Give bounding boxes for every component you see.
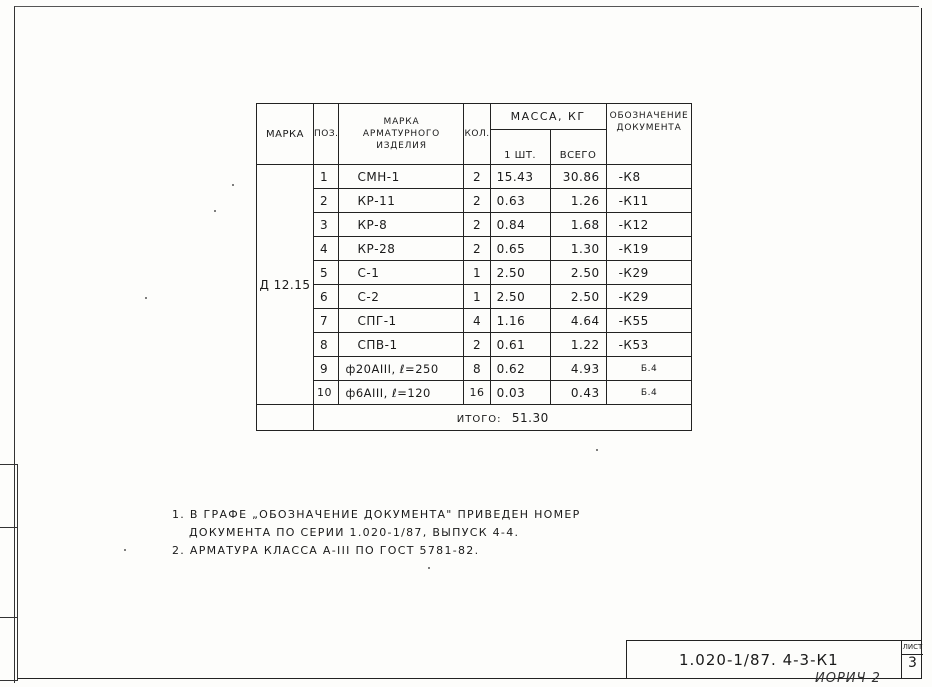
row-document: -К19 [606, 237, 692, 261]
row-item-mark: ф20АIII, ℓ=250 [339, 357, 464, 381]
table-row [257, 165, 692, 189]
row-mass-unit: 0.03 [490, 381, 550, 405]
document-code: 1.020-1/87. 4-3-К1 [679, 651, 839, 669]
row-pos: 10 [314, 381, 339, 405]
header-mass-total: ВСЕГО [550, 130, 606, 165]
row-pos: 3 [314, 213, 339, 237]
row-document: -К11 [606, 189, 692, 213]
row-mass-total: 1.30 [550, 237, 606, 261]
binding-margin [0, 464, 18, 681]
row-mass-total: 1.26 [550, 189, 606, 213]
row-mass-total: 30.86 [550, 165, 606, 189]
row-mass-total: 4.64 [550, 309, 606, 333]
scan-speck [232, 184, 234, 186]
row-qty: 2 [464, 165, 490, 189]
row-document: -К8 [606, 165, 692, 189]
row-item-mark: КР-28 [339, 237, 464, 261]
table-row [257, 285, 692, 309]
scan-speck [145, 297, 147, 299]
binding-divider [0, 617, 17, 618]
row-qty: 16 [464, 381, 490, 405]
table-row [257, 189, 692, 213]
row-document: -К29 [606, 261, 692, 285]
row-pos: 4 [314, 237, 339, 261]
scan-speck [428, 567, 430, 569]
row-pos: 1 [314, 165, 339, 189]
header-mass-unit: 1 ШТ. [490, 130, 550, 165]
row-mass-unit: 0.84 [490, 213, 550, 237]
row-pos: 7 [314, 309, 339, 333]
row-pos: 5 [314, 261, 339, 285]
row-qty: 8 [464, 357, 490, 381]
row-mass-unit: 0.65 [490, 237, 550, 261]
header-pos: ПОЗ. [314, 104, 339, 165]
row-qty: 2 [464, 237, 490, 261]
note-1-line-2: ДОКУМЕНТА ПО СЕРИИ 1.020-1/87, ВЫПУСК 4-4. [189, 526, 520, 539]
note-1-line-1: 1. В ГРАФЕ „ОБОЗНАЧЕНИЕ ДОКУМЕНТА" ПРИВЕДЕН НОМЕР [172, 508, 581, 521]
header-qty: КОЛ. [464, 104, 490, 165]
header-mass: МАССА, КГ [490, 104, 606, 130]
copy-mark: ИОРИЧ 2 [815, 671, 881, 686]
row-pos: 2 [314, 189, 339, 213]
table-row [257, 309, 692, 333]
row-mass-unit: 2.50 [490, 261, 550, 285]
row-mass-total: 1.68 [550, 213, 606, 237]
row-item-mark: ф6АIII, ℓ=120 [339, 381, 464, 405]
row-mass-total: 2.50 [550, 285, 606, 309]
scan-speck [596, 449, 598, 451]
scan-speck [124, 549, 126, 551]
total-row [257, 405, 692, 431]
row-mass-total: 2.50 [550, 261, 606, 285]
header-mark: МАРКА [257, 104, 314, 165]
row-item-mark: СПВ-1 [339, 333, 464, 357]
row-qty: 1 [464, 261, 490, 285]
table-row [257, 357, 692, 381]
row-pos: 9 [314, 357, 339, 381]
row-pos: 6 [314, 285, 339, 309]
header-document: ОБОЗНАЧЕНИЕ ДОКУМЕНТА [606, 104, 692, 165]
sheet-number: 3 [908, 655, 917, 671]
table-row [257, 381, 692, 405]
row-document: -К55 [606, 309, 692, 333]
notes-block [172, 506, 581, 560]
row-qty: 2 [464, 333, 490, 357]
header-item-mark: МАРКА АРМАТУРНОГО ИЗДЕЛИЯ [339, 104, 464, 165]
row-document: Б.4 [606, 381, 692, 405]
specification-table [256, 103, 692, 431]
row-qty: 1 [464, 285, 490, 309]
sheet-box [901, 641, 923, 679]
row-item-mark: СПГ-1 [339, 309, 464, 333]
row-document: -К12 [606, 213, 692, 237]
row-qty: 4 [464, 309, 490, 333]
row-mass-unit: 1.16 [490, 309, 550, 333]
row-document: -К29 [606, 285, 692, 309]
row-qty: 2 [464, 189, 490, 213]
note-2: 2. АРМАТУРА КЛАССА А-III ПО ГОСТ 5781-82. [172, 544, 480, 557]
row-mass-total: 4.93 [550, 357, 606, 381]
row-item-mark: КР-11 [339, 189, 464, 213]
row-mass-total: 0.43 [550, 381, 606, 405]
total-cell [314, 405, 692, 431]
row-document: Б.4 [606, 357, 692, 381]
table-row [257, 333, 692, 357]
table-row [257, 213, 692, 237]
binding-divider [0, 527, 17, 528]
sheet-label: ЛИСТ [902, 641, 923, 655]
row-document: -К53 [606, 333, 692, 357]
row-mass-total: 1.22 [550, 333, 606, 357]
row-mass-unit: 0.61 [490, 333, 550, 357]
row-mass-unit: 0.62 [490, 357, 550, 381]
scan-speck [214, 210, 216, 212]
row-mass-unit: 15.43 [490, 165, 550, 189]
row-item-mark: С-2 [339, 285, 464, 309]
total-spacer [257, 405, 314, 431]
row-item-mark: С-1 [339, 261, 464, 285]
row-item-mark: КР-8 [339, 213, 464, 237]
row-qty: 2 [464, 213, 490, 237]
row-mass-unit: 0.63 [490, 189, 550, 213]
row-item-mark: СМН-1 [339, 165, 464, 189]
row-pos: 8 [314, 333, 339, 357]
group-mark-cell: Д 12.15 [257, 165, 314, 405]
table-row [257, 237, 692, 261]
total-label: ИТОГО: [456, 413, 502, 425]
table-row [257, 261, 692, 285]
row-mass-unit: 2.50 [490, 285, 550, 309]
total-value: 51.30 [511, 410, 549, 425]
